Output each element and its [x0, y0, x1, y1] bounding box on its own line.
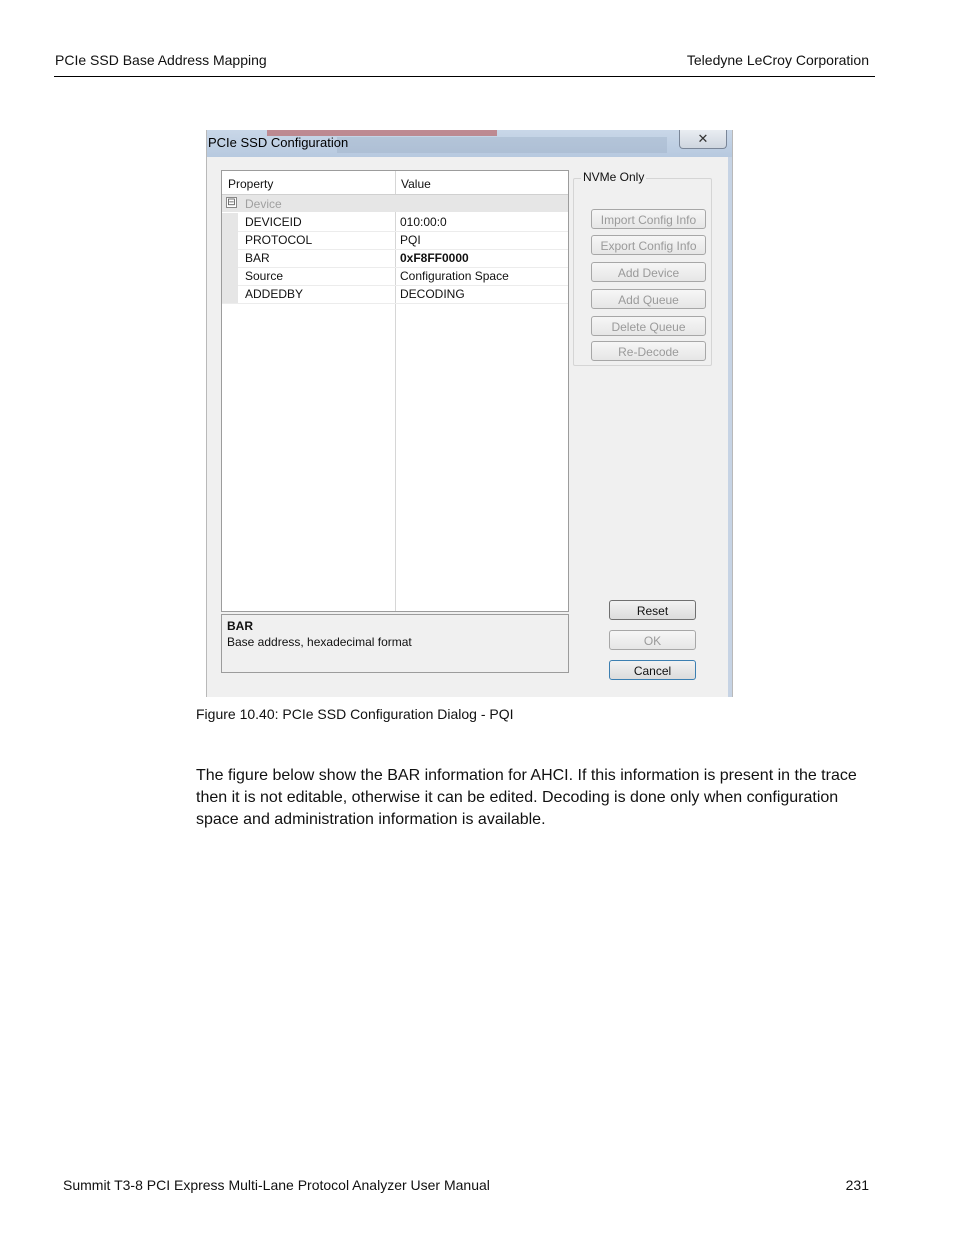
- page-header-section: PCIe SSD Base Address Mapping: [55, 52, 267, 68]
- add-device-button[interactable]: Add Device: [591, 262, 706, 282]
- pcie-ssd-config-dialog: [206, 130, 733, 697]
- delete-queue-button[interactable]: Delete Queue: [591, 316, 706, 336]
- property-row-source[interactable]: [222, 267, 568, 286]
- property-help-panel: [221, 614, 569, 673]
- property-value[interactable]: PQI: [400, 233, 421, 247]
- property-row-bar[interactable]: [222, 249, 568, 268]
- collapse-icon[interactable]: ⊟: [227, 197, 236, 208]
- property-value[interactable]: 010:00:0: [400, 215, 447, 229]
- property-grid[interactable]: [221, 170, 569, 612]
- re-decode-button[interactable]: Re-Decode: [591, 341, 706, 361]
- close-button[interactable]: [679, 130, 727, 149]
- cancel-button[interactable]: Cancel: [609, 660, 696, 680]
- grid-header: [222, 171, 568, 195]
- nvme-only-label: NVMe Only: [583, 170, 645, 184]
- close-icon: ✕: [697, 131, 709, 146]
- property-name: PROTOCOL: [245, 233, 313, 247]
- dialog-titlebar: [207, 130, 732, 157]
- property-name: DEVICEID: [245, 215, 302, 229]
- column-header-property: Property: [228, 177, 274, 191]
- reset-button[interactable]: Reset: [609, 600, 696, 620]
- property-value[interactable]: 0xF8FF0000: [400, 251, 469, 265]
- help-title: BAR: [227, 619, 253, 633]
- property-name: Source: [245, 269, 284, 283]
- property-value[interactable]: DECODING: [400, 287, 465, 301]
- category-row-device[interactable]: [222, 195, 568, 212]
- property-row-addedby[interactable]: [222, 285, 568, 304]
- property-value[interactable]: Configuration Space: [400, 269, 509, 283]
- column-header-value: Value: [401, 177, 431, 191]
- property-row-deviceid[interactable]: [222, 213, 568, 232]
- header-divider: [54, 76, 875, 77]
- help-description: Base address, hexadecimal format: [227, 635, 412, 649]
- body-paragraph: The figure below show the BAR information for AHCI. If this information is present in the trace then it is not editable, otherwise it can be edited. Decoding is done only when configuration space and administration information is available.: [196, 767, 857, 828]
- add-queue-button[interactable]: Add Queue: [591, 289, 706, 309]
- import-config-info-button[interactable]: Import Config Info: [591, 209, 706, 229]
- ok-button[interactable]: OK: [609, 630, 696, 650]
- property-name: ADDEDBY: [245, 287, 304, 301]
- property-row-protocol[interactable]: [222, 231, 568, 250]
- page-number: 231: [845, 1177, 869, 1193]
- category-label: Device: [245, 197, 282, 211]
- page-header-company: Teledyne LeCroy Corporation: [686, 52, 869, 68]
- export-config-info-button[interactable]: Export Config Info: [591, 235, 706, 255]
- figure-caption: Figure 10.40: PCIe SSD Configuration Dialog - PQI: [196, 706, 514, 722]
- property-name: BAR: [245, 251, 270, 265]
- footer-manual-title: Summit T3-8 PCI Express Multi-Lane Protocol Analyzer User Manual: [63, 1177, 490, 1193]
- dialog-title: PCIe SSD Configuration: [208, 135, 349, 150]
